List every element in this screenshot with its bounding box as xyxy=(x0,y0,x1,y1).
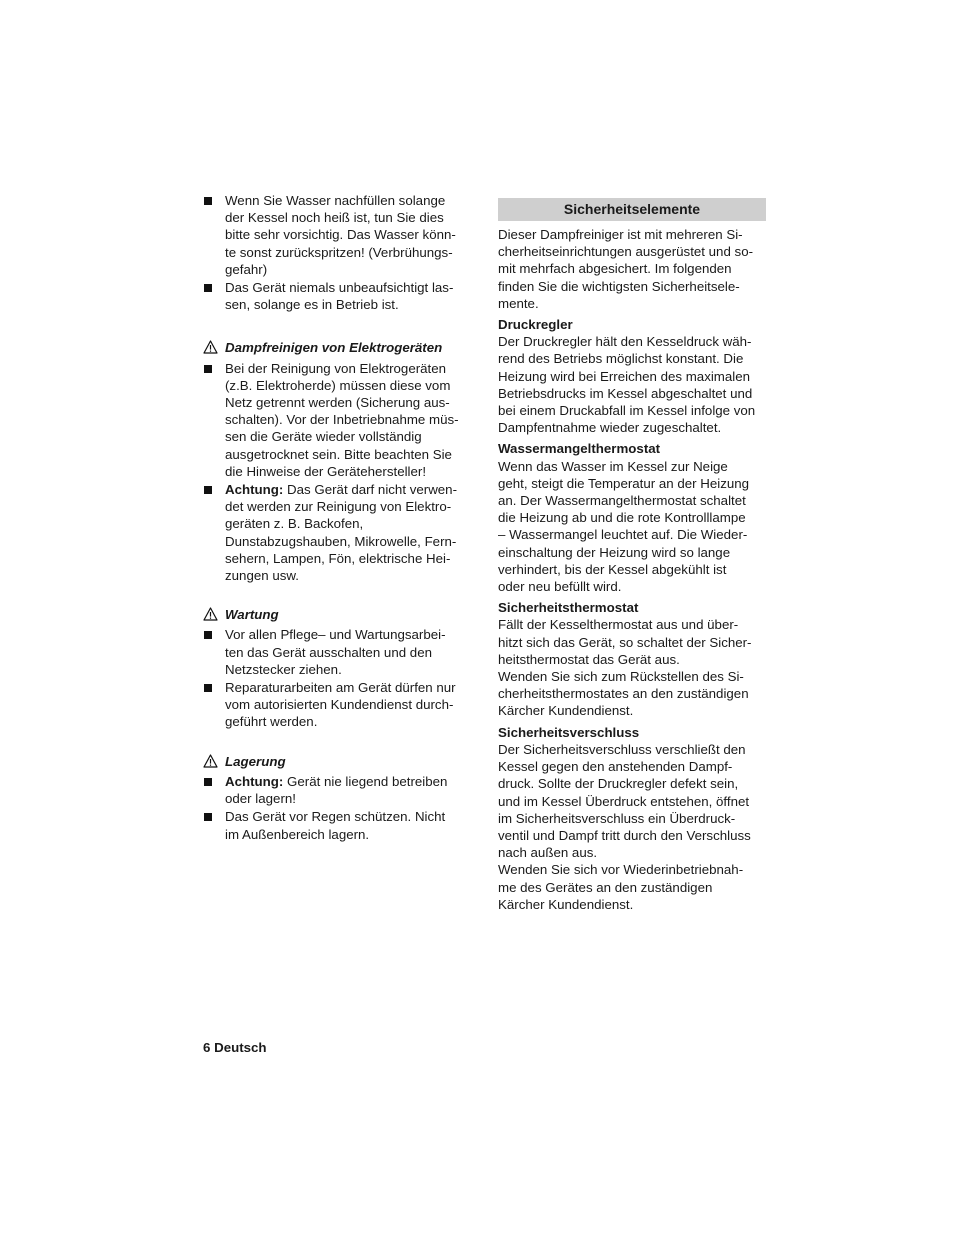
paragraph-sicherheitsverschluss: Der Sicherheitsverschluss verschließt den Kessel gegen den anstehenden Dampf- druck. Sollte der Druckregler defekt sein, und im Kessel Überdruck entstehen, öffnet im Sicherheitsverschluss ein Überdruck- ventil und Dampf tritt durch den Verschluss nach außen aus. Wenden Sie sich vor Wiederinbetriebnah- me des Gerätes an den zuständigen Kärcher Kundendienst. xyxy=(498,741,751,912)
bullet-icon xyxy=(204,813,212,821)
list-item-maintenance: Vor allen Pflege– und Wartungsarbei- ten das Gerät ausschalten und den Netzstecker ziehen. xyxy=(203,626,471,678)
section-heading-electro: Dampfreinigen von Elektrogeräten xyxy=(203,339,471,356)
section-header-safety: Sicherheitselemente xyxy=(498,198,766,221)
bullet-icon xyxy=(204,684,212,692)
bullet-icon xyxy=(204,365,212,373)
list-item-refill: Wenn Sie Wasser nachfüllen solange der Kessel noch heiß ist, tun Sie dies bitte sehr vorsichtig. Das Wasser könn- te sonst zurückspritzen! (Verbrühungs- gefahr) xyxy=(203,192,471,278)
list-item-electro-cleaning: Bei der Reinigung von Elektrogeräten (z.B. Elektroherde) müssen diese vom Netz getrennt werden (Sicherung aus- schalten). Vor der Inbetriebnahme müs- sen die Geräte wieder vollständig ausgetrocknet sein. Bitte beachten Sie die Hinweise der Gerätehersteller! xyxy=(203,360,471,480)
paragraph-sicherheitsthermostat: Fällt der Kesselthermostat aus und über- hitzt sich das Gerät, so schaltet der Sicher- heitsthermostat das Gerät aus. Wenden Sie sich zum Rückstellen des Si- cherheitsthermostates an den zuständigen Kärcher Kundendienst. xyxy=(498,617,752,719)
subheading-sicherheitsthermostat: Sicherheitsthermostat xyxy=(498,600,639,616)
warning-icon xyxy=(203,607,218,621)
list-item-unattended: Das Gerät niemals unbeaufsichtigt las- sen, solange es in Betrieb ist. xyxy=(203,279,471,313)
attention-label: Achtung: xyxy=(225,773,284,789)
subheading-druckregler: Druckregler xyxy=(498,317,573,333)
intro-paragraph: Dieser Dampfreiniger ist mit mehreren Si- cherheitseinrichtungen ausgerüstet und so- mit mehrfach abgesichert. Im folgenden finden Sie die wichtigsten Sicherheitsele- mente. xyxy=(498,227,754,311)
section-heading-wartung: Wartung xyxy=(203,606,471,623)
list-item-repair: Reparaturarbeiten am Gerät dürfen nur vom autorisierten Kundendienst durch- geführt werden. xyxy=(203,679,471,731)
bullet-icon xyxy=(204,486,212,494)
warning-icon xyxy=(203,340,218,354)
warning-icon xyxy=(203,754,218,768)
right-column xyxy=(498,192,766,913)
list-item-electro-attention: Achtung: Das Gerät darf nicht verwen- det werden zur Reinigung von Elektro- geräten z. B. Backofen, Dunstabzugshauben, Mikrowelle, Fern- sehern, Lampen, Fön, elektrische Hei- zungen usw. xyxy=(203,481,471,584)
bullet-icon xyxy=(204,284,212,292)
section-heading-lagerung: Lagerung xyxy=(203,753,471,770)
bullet-icon xyxy=(204,197,212,205)
paragraph-druckregler: Der Druckregler hält den Kesseldruck wäh- rend des Betriebs möglichst konstant. Die Heizung wird bei Erreichen des maximalen Betriebsdrucks im Kessel abgeschaltet und bei einem Druckabfall im Kessel infolge von Dampfentnahme wieder zugeschaltet. xyxy=(498,334,756,436)
attention-label: Achtung: xyxy=(225,482,284,498)
page-footer: 6 Deutsch xyxy=(203,1040,267,1055)
list-item-rain: Das Gerät vor Regen schützen. Nicht im Außenbereich lagern. xyxy=(203,808,471,842)
paragraph-wassermangel: Wenn das Wasser im Kessel zur Neige geht, steigt die Temperatur an der Heizung an. Der Wassermangelthermostat schaltet die Heizung ab und die rote Kontrolllampe – Wassermangel leuchtet auf. Die Wieder- einschaltung der Heizung wird so lange verhindert, bis der Kessel abgekühlt ist oder neu befüllt wird. xyxy=(498,458,750,595)
bullet-icon xyxy=(204,631,212,639)
list-item-storage-attention: Achtung: Gerät nie liegend betreiben oder lagern! xyxy=(203,773,471,807)
left-column xyxy=(203,192,471,844)
subheading-wassermangel: Wassermangelthermostat xyxy=(498,441,661,457)
bullet-icon xyxy=(204,778,212,786)
subheading-sicherheitsverschluss: Sicherheitsverschluss xyxy=(498,724,640,740)
